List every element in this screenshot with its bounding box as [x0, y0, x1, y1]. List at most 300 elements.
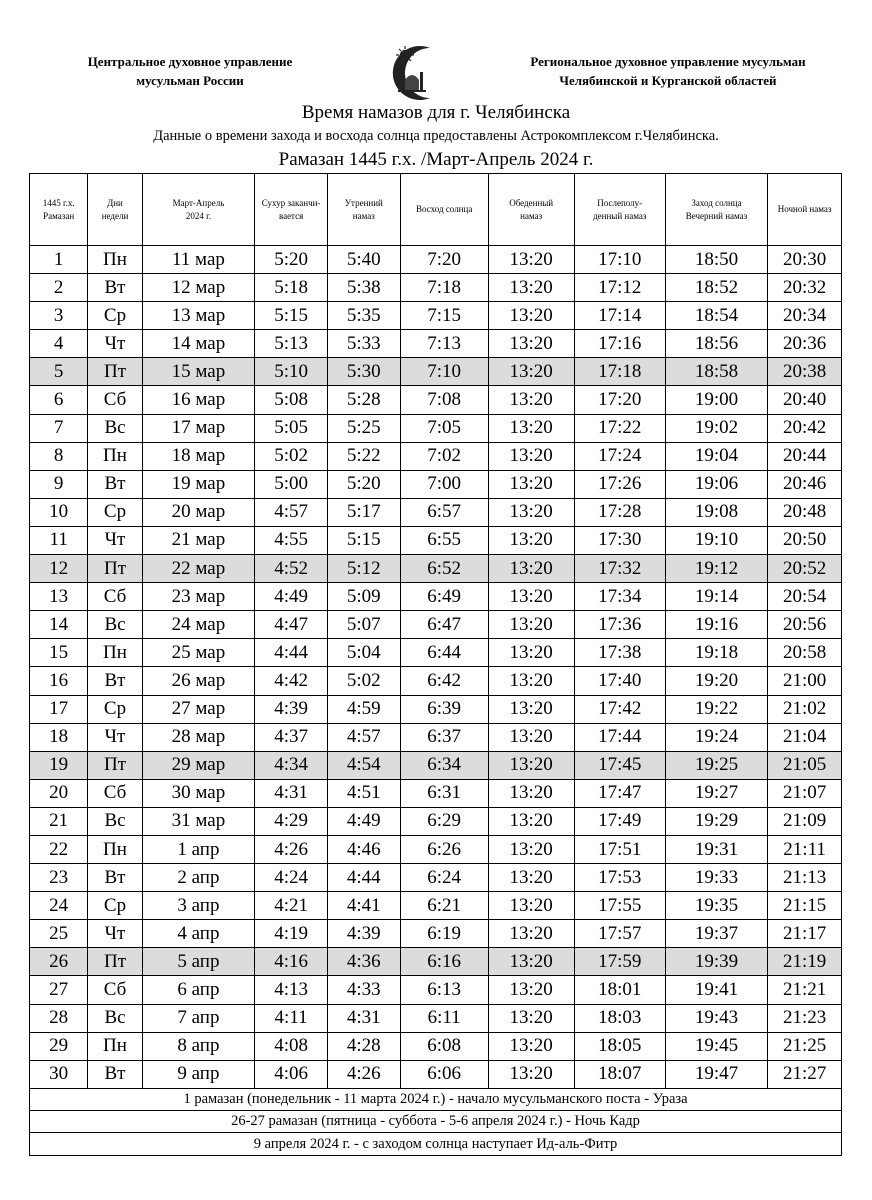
table-cell: 17:14: [574, 302, 665, 330]
table-cell: 5:13: [255, 330, 328, 358]
table-cell: 4:34: [255, 751, 328, 779]
table-cell: 8: [30, 442, 88, 470]
column-header: [400, 174, 488, 246]
table-cell: 13:20: [488, 835, 574, 863]
table-cell: 3: [30, 302, 88, 330]
table-cell: 21:09: [768, 807, 842, 835]
table-cell: 21:19: [768, 948, 842, 976]
table-cell: 4:52: [255, 555, 328, 583]
table-row: [30, 414, 842, 442]
table-cell: 5:08: [255, 386, 328, 414]
table-cell: 4:46: [327, 835, 400, 863]
table-cell: 31 мар: [142, 807, 255, 835]
table-cell: 7:20: [400, 246, 488, 274]
mosque-crescent-logo-icon: [384, 44, 460, 102]
table-cell: 13:20: [488, 807, 574, 835]
table-cell: 18:07: [574, 1060, 665, 1088]
table-cell: 5:18: [255, 274, 328, 302]
table-cell: 21:07: [768, 779, 842, 807]
table-cell: 21:11: [768, 835, 842, 863]
table-cell: 6:06: [400, 1060, 488, 1088]
table-cell: 5:33: [327, 330, 400, 358]
table-cell: 13:20: [488, 611, 574, 639]
table-cell: 6:11: [400, 1004, 488, 1032]
column-header-line: денный намаз: [593, 210, 647, 221]
page-subtitle: Данные о времени захода и восхода солнца предоставлены Астрокомплексом г.Челябинска.: [153, 128, 719, 144]
table-cell: 6:19: [400, 920, 488, 948]
table-cell: 4:39: [255, 695, 328, 723]
table-row: [30, 864, 842, 892]
table-cell: 18 мар: [142, 442, 255, 470]
table-cell: 30: [30, 1060, 88, 1088]
table-cell: 20 мар: [142, 498, 255, 526]
column-header: [88, 174, 142, 246]
table-cell: 17:44: [574, 723, 665, 751]
note-row: [30, 1111, 842, 1133]
table-cell: 25: [30, 920, 88, 948]
table-cell: 20:56: [768, 611, 842, 639]
table-cell: 13:20: [488, 414, 574, 442]
table-cell: 23 мар: [142, 583, 255, 611]
table-cell: 13:20: [488, 948, 574, 976]
table-cell: 10: [30, 498, 88, 526]
table-cell: 6:39: [400, 695, 488, 723]
table-cell: 5:22: [327, 442, 400, 470]
table-cell: 13:20: [488, 470, 574, 498]
table-cell: 4:13: [255, 976, 328, 1004]
table-cell: 4:28: [327, 1032, 400, 1060]
table-row: [30, 1060, 842, 1088]
table-cell: 4:19: [255, 920, 328, 948]
table-cell: 17 мар: [142, 414, 255, 442]
table-cell: 17:34: [574, 583, 665, 611]
table-cell: 17:24: [574, 442, 665, 470]
table-cell: 22: [30, 835, 88, 863]
organization-left-line1: Центральное духовное управление: [87, 54, 293, 69]
table-cell: Вс: [88, 807, 142, 835]
table-cell: 17:42: [574, 695, 665, 723]
table-cell: 7:08: [400, 386, 488, 414]
table-cell: Вс: [88, 414, 142, 442]
table-cell: 23: [30, 864, 88, 892]
table-cell: 4:51: [327, 779, 400, 807]
table-cell: 20: [30, 779, 88, 807]
table-cell: 19:41: [665, 976, 767, 1004]
table-row: [30, 1004, 842, 1032]
table-cell: 4:39: [327, 920, 400, 948]
table-cell: 19:35: [665, 892, 767, 920]
table-row: [30, 555, 842, 583]
table-cell: 6:49: [400, 583, 488, 611]
table-cell: 13:20: [488, 246, 574, 274]
table-cell: 19: [30, 751, 88, 779]
table-cell: 17:32: [574, 555, 665, 583]
table-cell: 5:05: [255, 414, 328, 442]
table-cell: 6:31: [400, 779, 488, 807]
table-cell: 15: [30, 639, 88, 667]
table-cell: 18:05: [574, 1032, 665, 1060]
table-cell: 17:26: [574, 470, 665, 498]
table-cell: 5:02: [327, 667, 400, 695]
note-text: 26-27 рамазан (пятница - суббота - 5-6 апреля 2024 г.) - Ночь Кадр: [30, 1111, 842, 1133]
table-cell: 28: [30, 1004, 88, 1032]
table-cell: 4:59: [327, 695, 400, 723]
table-cell: 18:56: [665, 330, 767, 358]
column-header-line: намаз: [520, 210, 543, 221]
table-cell: 4:21: [255, 892, 328, 920]
table-cell: 20:32: [768, 274, 842, 302]
table-cell: 20:46: [768, 470, 842, 498]
table-cell: 25 мар: [142, 639, 255, 667]
table-cell: 3 апр: [142, 892, 255, 920]
table-cell: 21:17: [768, 920, 842, 948]
note-row: [30, 1088, 842, 1110]
table-row: [30, 302, 842, 330]
table-cell: Пт: [88, 555, 142, 583]
table-cell: 18:58: [665, 358, 767, 386]
table-cell: 4:37: [255, 723, 328, 751]
table-cell: Вт: [88, 667, 142, 695]
table-cell: 20:52: [768, 555, 842, 583]
table-cell: 22 мар: [142, 555, 255, 583]
table-row: [30, 583, 842, 611]
table-cell: 18:50: [665, 246, 767, 274]
table-cell: 18: [30, 723, 88, 751]
table-cell: 5:40: [327, 246, 400, 274]
table-row: [30, 611, 842, 639]
table-header-row: [30, 174, 842, 246]
table-row: [30, 920, 842, 948]
table-cell: 19:00: [665, 386, 767, 414]
table-cell: 5: [30, 358, 88, 386]
table-cell: 4:49: [255, 583, 328, 611]
table-cell: 19:47: [665, 1060, 767, 1088]
table-cell: 19:25: [665, 751, 767, 779]
note-row: [30, 1133, 842, 1155]
table-cell: 4:33: [327, 976, 400, 1004]
table-cell: 17:40: [574, 667, 665, 695]
table-cell: 4:44: [327, 864, 400, 892]
table-cell: 13:20: [488, 639, 574, 667]
table-cell: Чт: [88, 526, 142, 554]
table-cell: 18:52: [665, 274, 767, 302]
table-cell: 17:16: [574, 330, 665, 358]
table-cell: 20:30: [768, 246, 842, 274]
column-header-line: Восход солнца: [415, 204, 473, 214]
table-cell: 19:18: [665, 639, 767, 667]
table-cell: Ср: [88, 695, 142, 723]
table-cell: 19:14: [665, 583, 767, 611]
table-cell: 12 мар: [142, 274, 255, 302]
table-cell: 13: [30, 583, 88, 611]
table-cell: 4:36: [327, 948, 400, 976]
table-cell: 13:20: [488, 498, 574, 526]
table-cell: 6:37: [400, 723, 488, 751]
table-cell: 5:35: [327, 302, 400, 330]
table-cell: 6:55: [400, 526, 488, 554]
table-cell: 28 мар: [142, 723, 255, 751]
column-header-line: Ночной намаз: [777, 204, 832, 214]
table-cell: 17:53: [574, 864, 665, 892]
table-cell: 2: [30, 274, 88, 302]
table-cell: 5:15: [327, 526, 400, 554]
table-cell: 20:44: [768, 442, 842, 470]
table-cell: 12: [30, 555, 88, 583]
table-cell: 13:20: [488, 442, 574, 470]
table-cell: Чт: [88, 723, 142, 751]
table-cell: 11: [30, 526, 88, 554]
table-cell: 16: [30, 667, 88, 695]
table-cell: 20:50: [768, 526, 842, 554]
table-cell: 21:00: [768, 667, 842, 695]
column-header-line: недели: [101, 210, 129, 221]
table-cell: 24: [30, 892, 88, 920]
table-cell: 9 апр: [142, 1060, 255, 1088]
period-title: Рамазан 1445 г.х. /Март-Апрель 2024 г.: [278, 149, 594, 170]
column-header: [574, 174, 665, 246]
table-cell: 19:45: [665, 1032, 767, 1060]
table-cell: 17:47: [574, 779, 665, 807]
table-cell: 6 апр: [142, 976, 255, 1004]
table-cell: 19:20: [665, 667, 767, 695]
table-cell: 13:20: [488, 555, 574, 583]
table-cell: Ср: [88, 498, 142, 526]
table-cell: Вт: [88, 274, 142, 302]
table-cell: 24 мар: [142, 611, 255, 639]
table-cell: 4:47: [255, 611, 328, 639]
table-cell: 4:16: [255, 948, 328, 976]
table-cell: 19:27: [665, 779, 767, 807]
table-cell: 21:02: [768, 695, 842, 723]
table-row: [30, 835, 842, 863]
table-cell: 17:55: [574, 892, 665, 920]
column-header-line: вается: [278, 210, 304, 221]
table-cell: 20:34: [768, 302, 842, 330]
table-cell: 6:13: [400, 976, 488, 1004]
column-header-line: намаз: [352, 210, 375, 221]
table-row: [30, 274, 842, 302]
table-cell: 27: [30, 976, 88, 1004]
column-header-line: Послеполу-: [597, 197, 643, 208]
table-cell: 5:30: [327, 358, 400, 386]
table-cell: 30 мар: [142, 779, 255, 807]
table-cell: 7:10: [400, 358, 488, 386]
table-cell: Пн: [88, 835, 142, 863]
table-cell: Пн: [88, 1032, 142, 1060]
table-cell: Вт: [88, 864, 142, 892]
table-cell: 17:20: [574, 386, 665, 414]
table-cell: 13 мар: [142, 302, 255, 330]
table-cell: 5:15: [255, 302, 328, 330]
table-cell: 20:54: [768, 583, 842, 611]
column-header-line: 2024 г.: [185, 210, 212, 221]
table-cell: 19:24: [665, 723, 767, 751]
note-text: 1 рамазан (понедельник - 11 марта 2024 г.) - начало мусульманского поста - Ураза: [30, 1088, 842, 1110]
column-header-line: Вечерний намаз: [685, 210, 748, 221]
table-cell: Пт: [88, 358, 142, 386]
table-cell: Пт: [88, 751, 142, 779]
table-cell: 17:22: [574, 414, 665, 442]
table-cell: Вт: [88, 470, 142, 498]
organization-left: [40, 52, 340, 90]
table-row: [30, 807, 842, 835]
table-cell: 13:20: [488, 723, 574, 751]
table-cell: 17:45: [574, 751, 665, 779]
table-cell: Пн: [88, 246, 142, 274]
table-cell: 5:28: [327, 386, 400, 414]
table-cell: 5:02: [255, 442, 328, 470]
table-row: [30, 667, 842, 695]
table-cell: 7: [30, 414, 88, 442]
table-row: [30, 246, 842, 274]
table-row: [30, 386, 842, 414]
table-cell: 13:20: [488, 386, 574, 414]
table-cell: 5 апр: [142, 948, 255, 976]
table-cell: 19:10: [665, 526, 767, 554]
table-cell: 13:20: [488, 695, 574, 723]
column-header: [665, 174, 767, 246]
table-cell: 7:05: [400, 414, 488, 442]
table-cell: 18:03: [574, 1004, 665, 1032]
table-cell: Ср: [88, 892, 142, 920]
column-header: [30, 174, 88, 246]
table-cell: 17:49: [574, 807, 665, 835]
table-cell: 4:26: [327, 1060, 400, 1088]
table-cell: 17: [30, 695, 88, 723]
table-cell: 13:20: [488, 892, 574, 920]
table-cell: 8 апр: [142, 1032, 255, 1060]
table-cell: 6:24: [400, 864, 488, 892]
table-cell: Сб: [88, 583, 142, 611]
table-cell: 19:22: [665, 695, 767, 723]
table-row: [30, 330, 842, 358]
table-cell: 6:44: [400, 639, 488, 667]
table-cell: 5:07: [327, 611, 400, 639]
table-cell: 6:47: [400, 611, 488, 639]
table-cell: 7:15: [400, 302, 488, 330]
column-header: [768, 174, 842, 246]
table-cell: 6:16: [400, 948, 488, 976]
table-cell: 20:36: [768, 330, 842, 358]
table-cell: 20:40: [768, 386, 842, 414]
table-cell: 13:20: [488, 1032, 574, 1060]
table-cell: Сб: [88, 386, 142, 414]
table-cell: 6:42: [400, 667, 488, 695]
column-header: [488, 174, 574, 246]
table-cell: 5:04: [327, 639, 400, 667]
table-cell: 21: [30, 807, 88, 835]
table-cell: 20:42: [768, 414, 842, 442]
table-cell: 7:13: [400, 330, 488, 358]
table-cell: 13:20: [488, 920, 574, 948]
table-cell: 5:12: [327, 555, 400, 583]
table-cell: 7:00: [400, 470, 488, 498]
table-row: [30, 723, 842, 751]
table-cell: 21:27: [768, 1060, 842, 1088]
table-cell: Чт: [88, 920, 142, 948]
table-cell: 19:12: [665, 555, 767, 583]
table-row: [30, 948, 842, 976]
table-row: [30, 358, 842, 386]
table-cell: 19:33: [665, 864, 767, 892]
table-cell: 13:20: [488, 330, 574, 358]
table-row: [30, 1032, 842, 1060]
table-cell: 4:24: [255, 864, 328, 892]
table-cell: 21:23: [768, 1004, 842, 1032]
table-cell: 21:25: [768, 1032, 842, 1060]
column-header: [327, 174, 400, 246]
table-cell: 13:20: [488, 751, 574, 779]
table-cell: 17:18: [574, 358, 665, 386]
table-cell: 6:08: [400, 1032, 488, 1060]
table-cell: 13:20: [488, 526, 574, 554]
table-row: [30, 892, 842, 920]
column-header-line: Март-Апрель: [172, 197, 225, 208]
table-cell: 4:31: [327, 1004, 400, 1032]
table-cell: 19:39: [665, 948, 767, 976]
table-cell: Пт: [88, 948, 142, 976]
note-text: 9 апреля 2024 г. - с заходом солнца наступает Ид-аль-Фитр: [30, 1133, 842, 1155]
table-cell: Чт: [88, 330, 142, 358]
table-cell: 13:20: [488, 302, 574, 330]
table-cell: Сб: [88, 976, 142, 1004]
table-cell: 4:11: [255, 1004, 328, 1032]
table-cell: 13:20: [488, 583, 574, 611]
table-cell: 6:52: [400, 555, 488, 583]
table-cell: Ср: [88, 302, 142, 330]
column-header-line: 1445 г.х.: [42, 197, 75, 208]
prayer-times-table: [29, 173, 842, 1156]
table-cell: 6:34: [400, 751, 488, 779]
table-cell: 5:09: [327, 583, 400, 611]
table-cell: 4:49: [327, 807, 400, 835]
table-cell: 19:08: [665, 498, 767, 526]
table-cell: 17:38: [574, 639, 665, 667]
table-cell: 11 мар: [142, 246, 255, 274]
table-cell: 21:04: [768, 723, 842, 751]
table-cell: 18:54: [665, 302, 767, 330]
table-cell: 19 мар: [142, 470, 255, 498]
table-cell: 27 мар: [142, 695, 255, 723]
table-cell: Пн: [88, 442, 142, 470]
table-row: [30, 442, 842, 470]
table-cell: 29: [30, 1032, 88, 1060]
table-cell: 1 апр: [142, 835, 255, 863]
table-cell: 4:57: [255, 498, 328, 526]
table-cell: 13:20: [488, 779, 574, 807]
column-header-line: Рамазан: [43, 210, 75, 221]
table-cell: 26: [30, 948, 88, 976]
column-header-line: Заход солнца: [691, 197, 742, 208]
table-cell: 5:25: [327, 414, 400, 442]
table-cell: 20:58: [768, 639, 842, 667]
table-cell: 13:20: [488, 1060, 574, 1088]
table-cell: 6:29: [400, 807, 488, 835]
table-cell: 19:06: [665, 470, 767, 498]
table-cell: 13:20: [488, 1004, 574, 1032]
table-row: [30, 779, 842, 807]
table-row: [30, 976, 842, 1004]
table-cell: 17:28: [574, 498, 665, 526]
table-cell: 21:21: [768, 976, 842, 1004]
table-cell: 17:51: [574, 835, 665, 863]
page-title: Время намазов для г. Челябинска: [301, 102, 571, 123]
table-cell: 17:30: [574, 526, 665, 554]
table-cell: 6:21: [400, 892, 488, 920]
table-cell: 21 мар: [142, 526, 255, 554]
column-header-line: Утренний: [344, 197, 383, 208]
organization-right-line2: Челябинской и Курганской областей: [559, 73, 777, 88]
